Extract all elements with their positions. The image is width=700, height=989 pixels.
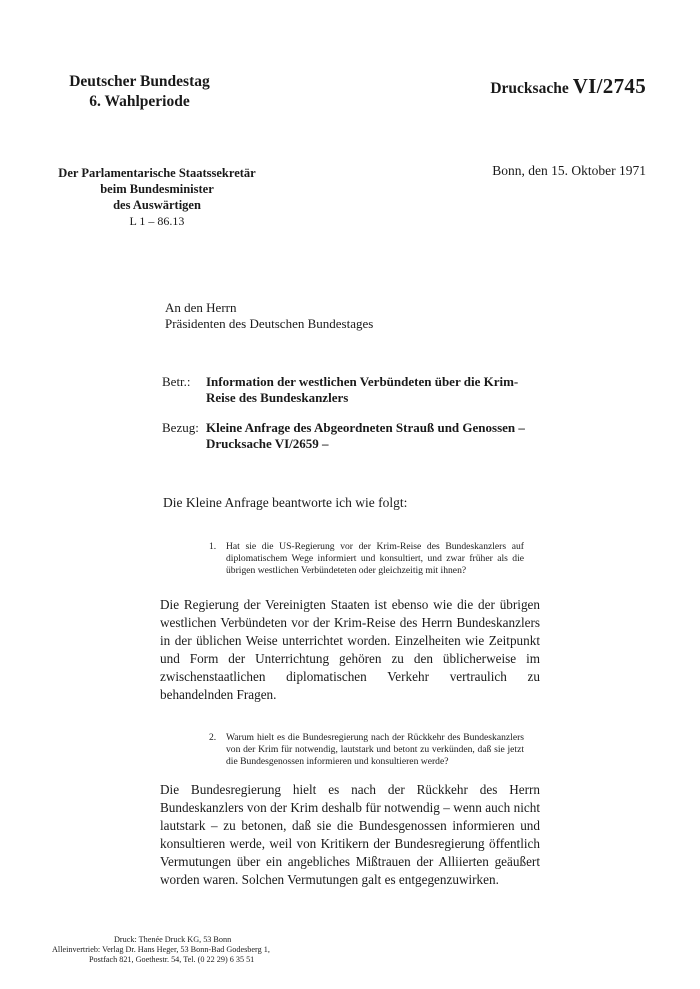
- sender-title: Der Parlamentarische Staatssekretär: [58, 166, 256, 180]
- file-reference: L 1 – 86.13: [129, 214, 185, 228]
- bezug-label: Bezug:: [162, 420, 199, 435]
- organization-name: Deutscher Bundestag: [69, 73, 210, 90]
- printer-imprint: [52, 935, 312, 965]
- bezug-text: Kleine Anfrage des Abgeordneten Strauß und Genossen – Drucksache VI/2659 –: [206, 420, 525, 451]
- subject-betr: [162, 374, 542, 408]
- question-number: 1.: [209, 541, 217, 552]
- intro-line: Die Kleine Anfrage beantworte ich wie folgt:: [163, 495, 408, 510]
- recipient-title: Präsidenten des Deutschen Bundestages: [165, 316, 374, 331]
- recipient-salutation: An den Herrn: [165, 300, 237, 315]
- answer-1: Die Regierung der Vereinigten Staaten ist ebenso wie die der übrigen westlichen Verbündeten vor der Krim-Reise des Herrn Bundeskanzlers in der üblichen Weise unterrichtet worden. Einzelheiten wie Zeitpunkt und Form der Unterrichtung gehören zu den üblicherweise im zwischenstaatlichen diplomatischen Verkehr vertraulich zu behandelnden Fragen.: [160, 597, 540, 702]
- recipient-block: [165, 300, 373, 332]
- sender-block: [26, 165, 288, 229]
- printer-line: Druck: Thenée Druck KG, 53 Bonn: [114, 935, 232, 944]
- question-text: Warum hielt es die Bundesregierung nach der Rückkehr des Bundeskanzlers von der Krim für notwendig, lautstark und betont zu verkünden, daß sie jetzt die Bundesgenossen informieren und konsultieren werde?: [226, 732, 524, 767]
- question-1: [209, 541, 524, 577]
- address-line: Postfach 821, Goethestr. 54, Tel. (0 22 29) 6 35 51: [89, 955, 255, 964]
- sender-ministry-line: beim Bundesminister: [100, 182, 214, 196]
- sender-ministry-name: des Auswärtigen: [113, 198, 201, 212]
- electoral-period: 6. Wahlperiode: [89, 93, 190, 110]
- distributor-line: Alleinvertrieb: Verlag Dr. Hans Heger, 53 Bonn-Bad Godesberg 1,: [52, 945, 270, 954]
- subject-bezug: [162, 420, 542, 454]
- document-header: [52, 72, 227, 112]
- answer-2: Die Bundesregierung hielt es nach der Rückkehr des Herrn Bundeskanzlers von der Krim deshalb für notwendig – wenn auch nicht lautstark – zu betonen, daß sie die Bundesgenossen informieren und konsultieren werde, weil von Kritikern der Bundesregierung öffentlich Vermutungen über ein angebliches Mißtrauen der Alliierten geäußert worden waren. Solchen Vermutungen galt es entgegenzuwirken.: [160, 782, 540, 887]
- betr-text: Information der westlichen Verbündeten über die Krim-Reise des Bundeskanzlers: [206, 374, 519, 405]
- question-text: Hat sie die US-Regierung vor der Krim-Reise des Bundeskanzlers auf diplomatischem Wege informiert und konsultiert, und zwar früher als die übrigen westlichen Verbündeteten oder gleichzeitig mit ihnen?: [226, 541, 524, 576]
- question-number: 2.: [209, 732, 217, 743]
- date-line: Bonn, den 15. Oktober 1971: [492, 163, 646, 178]
- drucksache-number: VI/2745: [572, 74, 646, 98]
- drucksache-label: Drucksache: [490, 80, 569, 97]
- drucksache-reference: [490, 74, 646, 99]
- betr-label: Betr.:: [162, 374, 191, 389]
- question-2: [209, 732, 524, 768]
